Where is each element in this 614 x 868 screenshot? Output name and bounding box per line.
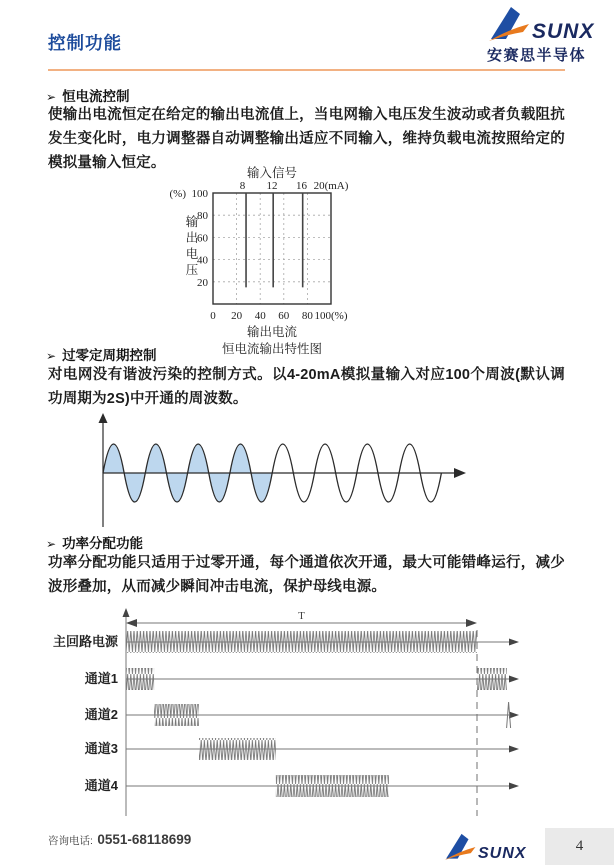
- channel-timing-diagram: [30, 608, 596, 824]
- brand-name: SUNX: [478, 845, 527, 862]
- svg-text:100(%): 100(%): [314, 310, 348, 322]
- section-body-power-distribution: 功率分配功能只适用于过零开通，每个通道依次开通，最大可能错峰运行，减少波形叠加，从而减少瞬间冲击电流，保护母线电源。: [48, 555, 565, 595]
- svg-text:100: 100: [191, 188, 208, 200]
- footer-contact: [48, 831, 191, 849]
- svg-text:通道1: 通道1: [84, 671, 118, 686]
- phone-label: 咨询电话:: [48, 835, 93, 847]
- brand-name: SUNX: [532, 20, 595, 43]
- svg-text:40: 40: [254, 310, 266, 322]
- arrow-bullet-icon: ➢: [46, 537, 57, 551]
- company-name: 安赛思半导体: [487, 47, 587, 64]
- svg-text:20: 20: [231, 310, 243, 322]
- svg-text:通道4: 通道4: [84, 778, 118, 793]
- sine-wave-burst-diagram: [85, 412, 477, 532]
- svg-text:0: 0: [210, 310, 216, 322]
- section-heading-constant-current: [46, 85, 130, 105]
- page-number: 4: [545, 828, 614, 865]
- svg-text:40: 40: [197, 254, 208, 267]
- heading-text: 过零定周期控制: [62, 348, 157, 363]
- svg-text:8: 8: [239, 180, 246, 192]
- arrow-bullet-icon: ➢: [46, 90, 57, 104]
- page-title: 控制功能: [48, 33, 122, 53]
- svg-text:通道3: 通道3: [84, 741, 118, 756]
- section-body-constant-current: 使输出电流恒定在给定的输出电流值上，当电网输入电压发生波动或者负载阻抗发生变化时，电力调整器自动调整输出适应不同输入，维持负载电流按照给定的模拟量输入恒定。: [48, 107, 565, 171]
- svg-text:T: T: [298, 610, 305, 622]
- footer-logo: [443, 833, 526, 861]
- svg-text:60: 60: [278, 310, 290, 322]
- svg-text:恒电流输出特性图: 恒电流输出特性图: [221, 342, 323, 356]
- svg-text:输入信号: 输入信号: [246, 166, 298, 180]
- svg-text:12: 12: [266, 180, 278, 192]
- logo-a-mark-icon: [443, 833, 477, 861]
- section-heading-zero-cross: [46, 344, 157, 364]
- svg-text:80: 80: [197, 210, 208, 223]
- constant-current-output-chart: [160, 164, 420, 360]
- svg-text:主回路电源: 主回路电源: [52, 634, 118, 649]
- svg-text:压: 压: [185, 263, 199, 277]
- svg-text:80: 80: [301, 310, 313, 322]
- phone-number: 0551-68118699: [97, 832, 192, 847]
- svg-text:20: 20: [197, 276, 208, 289]
- header-divider: [48, 69, 565, 71]
- svg-text:电: 电: [185, 247, 199, 261]
- svg-text:出: 出: [185, 231, 199, 245]
- section-body-zero-cross: 对电网没有谐波污染的控制方式。以4-20mA模拟量输入对应100个周波(默认调功周期为2S)中开通的周波数。: [48, 367, 565, 407]
- svg-text:输: 输: [185, 215, 199, 229]
- svg-text:通道2: 通道2: [84, 707, 118, 722]
- heading-text: 恒电流控制: [62, 89, 130, 104]
- svg-text:(%): (%): [169, 188, 186, 200]
- svg-text:60: 60: [197, 232, 208, 245]
- arrow-bullet-icon: ➢: [46, 349, 57, 363]
- section-heading-power-distribution: [46, 532, 143, 552]
- company-logo: [487, 6, 594, 65]
- svg-text:输出电流: 输出电流: [246, 325, 298, 339]
- svg-text:20(mA): 20(mA): [313, 180, 349, 192]
- logo-a-mark-icon: [487, 6, 531, 42]
- heading-text: 功率分配功能: [62, 536, 144, 551]
- svg-text:16: 16: [296, 180, 307, 192]
